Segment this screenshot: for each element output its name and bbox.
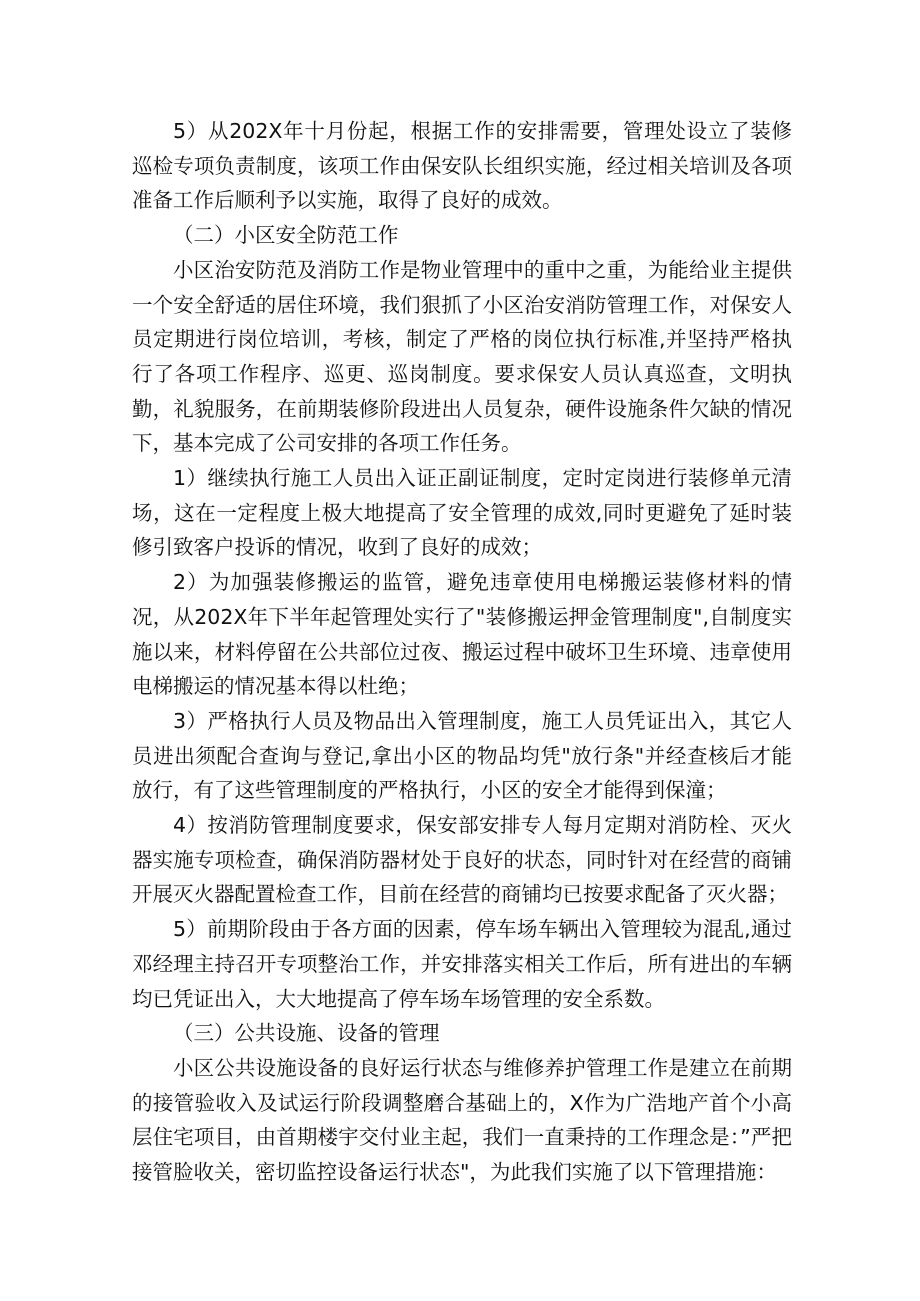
section-heading-security: （二）小区安全防范工作	[173, 223, 399, 248]
paragraph-security-overview: 小区治安防范及消防工作是物业管理中的重中之重，为能给业主提供一个安全舒适的居住环境，我们狠抓了小区治安消防管理工作，对保安人员定期进行岗位培训，考核，制定了严格的岗位执行标准,并坚持严格执行了各项工作程序、巡更、巡岗制度。要求保安人员认真巡查，文明执勤，礼貌服务，在前期装修阶段进出人员复杂，硬件设施条件欠缺的情况下，基本完成了公司安排的各项工作任务。	[132, 257, 792, 456]
paragraph-facilities-overview: 小区公共设施设备的良好运行状态与维修养护管理工作是建立在前期的接管验收入及试运行阶段调整磨合基础上的，X作为广浩地产首个小高层住宅项目，由首期楼宇交付业主起，我们一直秉持的工作理念是：”严把接管脸收关，密切监控设备运行状态"，为此我们实施了以下管理措施：	[132, 1055, 792, 1185]
section-heading-facilities: （三）公共设施、设备的管理	[173, 1021, 440, 1046]
paragraph-item-3: 3）严格执行人员及物品出入管理制度，施工人员凭证出入，其它人员进出须配合查询与登记,拿出小区的物品均凭"放行条"并经查核后才能放行，有了这些管理制度的严格执行，小区的安全才能得到保潼；	[132, 708, 792, 803]
paragraph-item-2: 2）为加强装修搬运的监管，避免违章使用电梯搬运装修材料的情况，从202X年下半年起管理处实行了"装修搬运押金管理制度",自制度实施以来，材料停留在公共部位过夜、搬运过程中破坏卫生环境、违章使用电梯搬运的情况基本得以杜绝；	[132, 570, 792, 699]
paragraph-decoration-inspection: 5）从202X年十月份起，根据工作的安排需要，管理处设立了装修巡检专项负责制度，该项工作由保安队长组织实施，经过相关培训及各项准备工作后顺利予以实施，取得了良好的成效。	[132, 119, 792, 213]
paragraph-item-4: 4）按消防管理制度要求，保安部安排专人每月定期对消防栓、灭火器实施专项检查，确保消防器材处于良好的状态，同时针对在经营的商铺开展灭火器配置检查工作，目前在经营的商铺均已按要求配备了灭火器；	[132, 813, 792, 907]
paragraph-item-1: 1）继续执行施工人员出入证正副证制度，定时定岗进行装修单元清场，这在一定程度上极大地提高了安全管理的成效,同时更避免了延时装修引致客户投诉的情况，收到了良好的成效；	[132, 466, 792, 560]
document-body	[132, 114, 792, 1190]
paragraph-item-5: 5）前期阶段由于各方面的因素，停车场车辆出入管理较为混乱,通过邓经理主持召开专项整治工作，并安排落实相关工作后，所有进出的车辆均已凭证出入，大大地提高了停车场车场管理的安全系数。	[132, 917, 792, 1011]
